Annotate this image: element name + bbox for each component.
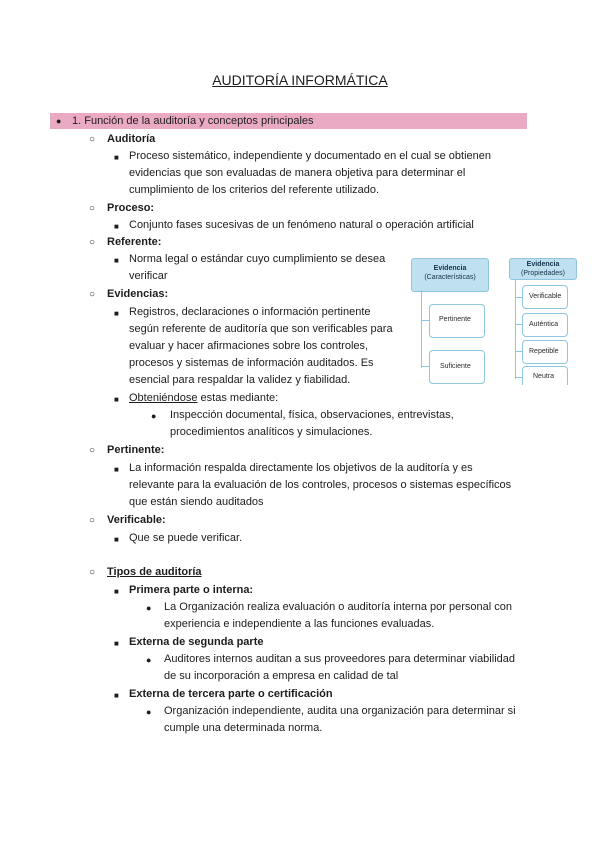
circle-bullet: ○ [89, 289, 96, 300]
diagram2-header [509, 258, 577, 280]
diagram1-connector [421, 366, 429, 367]
tercera-line-1: Organización independiente, audita una organización para determinar si [164, 705, 516, 717]
bullet-dot: ● [146, 707, 152, 717]
diagram2-item-box [522, 313, 568, 337]
square-bullet: ■ [114, 222, 119, 231]
circle-bullet: ○ [89, 445, 96, 456]
diagram1-item: Pertinente [439, 316, 471, 323]
diagram1-connector [421, 320, 429, 321]
proceso-label: Proceso: [107, 202, 155, 214]
square-bullet: ■ [114, 639, 119, 648]
diagram1-header [411, 258, 489, 292]
obtenido-word: Obteniéndose [129, 392, 198, 404]
auditoria-line-2: evidencias que son evaluadas de manera objetiva para determinar el [129, 167, 466, 179]
evidencias-sub-line-2: procedimientos analíticos y simulaciones. [170, 426, 373, 438]
evidencias-line-5: esencial para respaldar la validez y fiabilidad. [129, 374, 351, 386]
evidencias-line-1: Registros, declaraciones o información pertinente [129, 306, 371, 318]
diagram1-subtitle: (Características) [424, 274, 476, 281]
bullet-dot: ● [146, 603, 152, 613]
circle-bullet: ○ [89, 515, 96, 526]
evidencias-sub-line-1: Inspección documental, física, observaciones, entrevistas, [170, 409, 454, 421]
diagram2-item: Neutra [533, 373, 555, 380]
circle-bullet: ○ [89, 237, 96, 248]
square-bullet: ■ [114, 309, 119, 318]
tercera-label: Externa de tercera parte o certificación [129, 688, 333, 700]
proceso-line: Conjunto fases sucesivas de un fenómeno natural o operación artificial [129, 219, 474, 231]
primera-line-1: La Organización realiza evaluación o auditoría interna por personal con [164, 601, 512, 613]
bullet-dot: ● [146, 655, 152, 665]
segunda-label: Externa de segunda parte [129, 636, 264, 648]
tercera-line-2: cumple una determinada norma. [164, 722, 323, 734]
verificable-line: Que se puede verificar. [129, 532, 243, 544]
tipos-label: Tipos de auditoría [107, 566, 202, 578]
pertinente-label: Pertinente: [107, 444, 165, 456]
evidencias-line-3: evaluar y hacer afirmaciones sobre los controles, [129, 340, 369, 352]
circle-bullet: ○ [89, 567, 96, 578]
evidencias-label: Evidencias: [107, 288, 169, 300]
pertinente-line-2: relevante para la evaluación de los controles, procesos o sistemas específicos [129, 479, 512, 491]
diagram2-connector [515, 377, 522, 378]
diagram2-item-box [522, 285, 568, 309]
diagram2-item: Verificable [529, 293, 562, 300]
circle-bullet: ○ [89, 134, 96, 145]
auditoria-line-1: Proceso sistemático, independiente y documentado en el cual se obtienen [129, 150, 492, 162]
diagram2-connector [515, 324, 522, 325]
square-bullet: ■ [114, 153, 119, 162]
diagram2-subtitle: (Propiedades) [521, 270, 565, 277]
circle-bullet: ○ [89, 203, 96, 214]
referente-label: Referente: [107, 236, 162, 248]
evidencias-line-2: según referente de auditoría que son verificables para [129, 323, 393, 335]
square-bullet: ■ [114, 256, 119, 265]
diagram2-item-box [522, 340, 568, 364]
diagram1-item: Suficiente [440, 363, 471, 370]
pertinente-line-1: La información respalda directamente los objetivos de la auditoría y es [129, 462, 473, 474]
diagram1-item-box [429, 304, 485, 338]
segunda-line-2: de su incorporación a empresa en calidad de tal [164, 670, 399, 682]
diagram2-connector [515, 351, 522, 352]
diagram2-title: Evidencia [526, 261, 560, 268]
auditoria-label: Auditoría [107, 133, 156, 145]
square-bullet: ■ [114, 587, 119, 596]
square-bullet: ■ [114, 691, 119, 700]
square-bullet: ■ [114, 535, 119, 544]
referente-line-1: Norma legal o estándar cuyo cumplimiento se desea [129, 253, 386, 265]
obtenido-rest: estas mediante: [197, 392, 279, 404]
square-bullet: ■ [114, 395, 119, 404]
diagram2-connector [515, 279, 516, 379]
section-heading: 1. Función de la auditoría y conceptos principales [72, 115, 314, 127]
diagram2-item: Repetible [529, 348, 559, 355]
verificable-label: Verificable: [107, 514, 166, 526]
bullet-dot: ● [151, 411, 157, 421]
square-bullet: ■ [114, 465, 119, 474]
auditoria-line-3: cumplimiento de los criterios del referente utilizado. [129, 184, 380, 196]
pertinente-line-3: que están siendo auditados [129, 496, 264, 508]
evidencias-line-4: procesos y sistemas de información auditados. Es [129, 357, 374, 369]
obtenido-line [129, 390, 278, 407]
bullet-dot: ● [56, 116, 62, 126]
page-title: AUDITORÍA INFORMÁTICA [212, 72, 388, 88]
segunda-line-1: Auditores internos auditan a sus proveedores para determinar viabilidad [164, 653, 515, 665]
diagram2-item-box [522, 366, 568, 385]
diagram1-title: Evidencia [433, 265, 467, 272]
referente-line-2: verificar [129, 270, 168, 282]
diagram2-connector [515, 297, 522, 298]
primera-line-2: experiencia e independiente a las funciones evaluadas. [164, 618, 435, 630]
primera-label: Primera parte o interna: [129, 584, 254, 596]
diagram1-item-box [429, 350, 485, 384]
diagram1-connector [421, 290, 422, 368]
diagram2-item: Auténtica [529, 321, 559, 328]
